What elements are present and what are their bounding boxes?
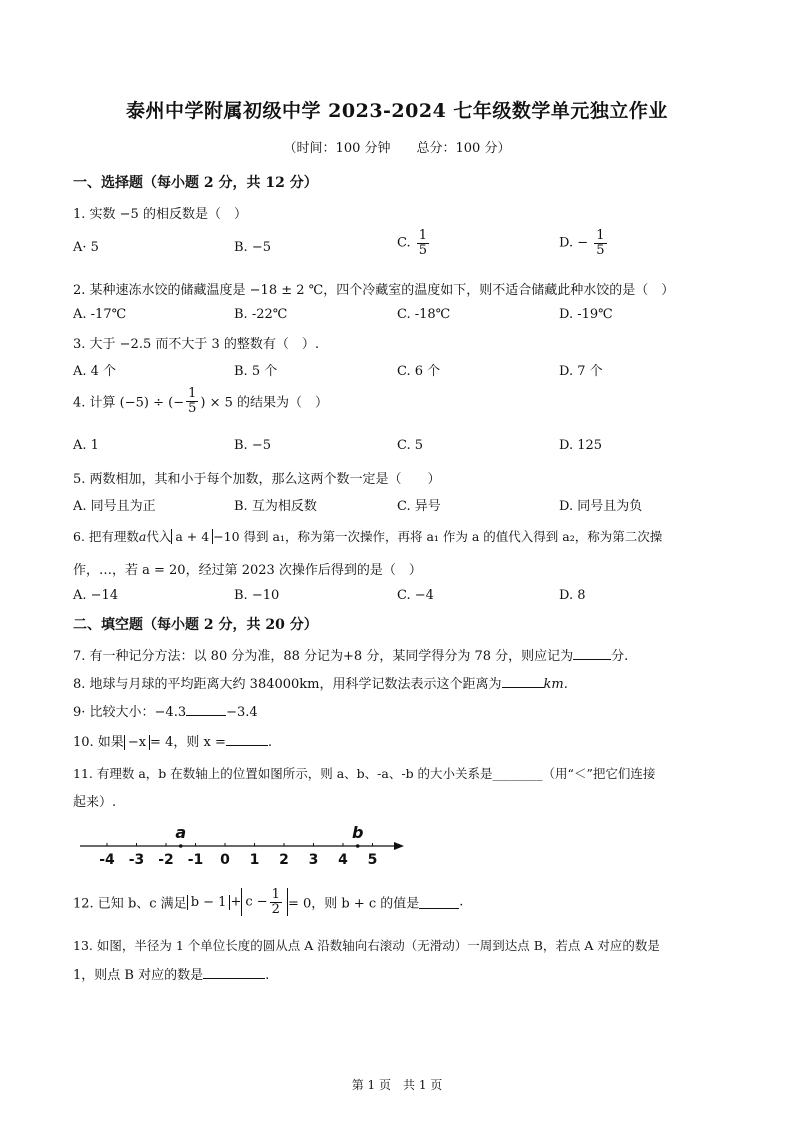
question-1-option-b: B. −5 xyxy=(234,240,271,255)
question-4-stem xyxy=(73,387,328,415)
answer-blank-q10[interactable] xyxy=(226,733,268,746)
point-a-label: a xyxy=(175,823,187,842)
question-5-option-c: C. 异号 xyxy=(397,499,441,514)
question-3-option-a: A. 4 个 xyxy=(73,364,117,379)
q12-text-pre: 12. 已知 b、c 满足 xyxy=(73,896,187,912)
q8-text-pre: 8. 地球与月球的平均距离大约 384000km，用科学记数法表示这个距离为 xyxy=(73,677,502,692)
question-1-option-d xyxy=(559,229,609,257)
page-title: 泰州中学附属初级中学 2023-2024 七年级数学单元独立作业 xyxy=(126,100,668,122)
question-2-option-a: A. -17℃ xyxy=(73,307,127,322)
q9-text-pre: 9· 比较大小：−4.3 xyxy=(73,705,187,720)
q6-var-a: a xyxy=(138,529,147,544)
question-8 xyxy=(73,673,568,692)
question-1-option-a: A· 5 xyxy=(73,240,99,255)
question-3-option-d: D. 7 个 xyxy=(559,364,603,379)
question-4-option-b: B. −5 xyxy=(234,438,271,453)
q10-text-pre: 10. 如果 xyxy=(73,735,124,750)
option-c-label: C. xyxy=(397,235,411,251)
q12-text-post: . xyxy=(459,894,464,910)
question-5-option-b: B. 互为相反数 xyxy=(234,499,317,514)
number-line-tick-label: 3 xyxy=(308,852,319,868)
q9-text-post: −3.4 xyxy=(226,705,258,720)
answer-blank-q12[interactable] xyxy=(419,896,459,909)
answer-blank-q13[interactable] xyxy=(203,966,265,979)
q13-text-post: . xyxy=(265,968,270,983)
question-5-option-d: D. 同号且为负 xyxy=(559,499,643,514)
question-13-line-2 xyxy=(73,964,269,983)
question-4-option-c: C. 5 xyxy=(397,438,424,453)
number-line-ticks xyxy=(99,843,377,868)
q7-text-post: 分. xyxy=(611,649,629,664)
question-3-option-c: C. 6 个 xyxy=(397,364,441,379)
q6-text-2: 代入 xyxy=(146,529,172,544)
answer-blank-q8[interactable] xyxy=(502,675,544,688)
answer-blank-q7[interactable] xyxy=(573,647,611,660)
question-5-option-a: A. 同号且为正 xyxy=(73,499,156,514)
q12-abs2-text: c − xyxy=(245,894,268,910)
question-4-option-d: D. 125 xyxy=(559,438,603,453)
fraction-one-half: $\frac{1}{2}$ xyxy=(271,887,280,917)
question-2-option-b: B. -22℃ xyxy=(234,307,288,322)
question-5-stem: 5. 两数相加，其和小于每个加数，那么这两个数一定是（ ） xyxy=(73,472,441,487)
number-line-points xyxy=(175,823,363,848)
page-footer: 第 1 页 共 1 页 xyxy=(351,1078,443,1092)
question-13-line-1: 13. 如图，半径为 1 个单位长度的圆从点 A 沿数轴向右滚动（无滑动）一周到达点 B，若点 A 对应的数是 xyxy=(73,938,660,953)
number-line-tick-label: -1 xyxy=(187,852,204,868)
question-6-line-2: 作，…，若 a = 20，经过第 2023 次操作后得到的是（ ） xyxy=(73,563,422,578)
number-line-tick-label: 5 xyxy=(367,852,378,868)
question-3-stem: 3. 大于 −2.5 而不大于 3 的整数有（ ）. xyxy=(73,337,320,352)
q12-absolute-value-1: b − 1 xyxy=(187,895,231,910)
point-b-dot xyxy=(356,844,360,848)
question-1-stem: 1. 实数 −5 的相反数是（ ） xyxy=(73,207,247,222)
number-line-arrow-icon xyxy=(394,842,404,850)
q8-text-post: km. xyxy=(543,677,568,692)
number-line-tick-label: -2 xyxy=(158,852,174,868)
question-1-option-c xyxy=(397,229,431,257)
number-line-tick-label: -3 xyxy=(128,852,145,868)
question-6-option-d: D. 8 xyxy=(559,588,586,603)
q12-text-mid: = 0，则 b + c 的值是 xyxy=(287,896,420,912)
number-line-tick-label: 4 xyxy=(338,852,348,868)
section-heading-fill: 二、填空题（每小题 2 分，共 20 分） xyxy=(73,617,318,633)
question-9 xyxy=(73,701,258,720)
q12-plus: + xyxy=(230,894,242,910)
number-line-tick-label: 0 xyxy=(220,852,230,868)
q12-absolute-value-2 xyxy=(241,888,288,916)
question-6-line-1 xyxy=(73,527,662,545)
question-6-option-b: B. −10 xyxy=(234,588,280,603)
section-heading-choice: 一、选择题（每小题 2 分，共 12 分） xyxy=(73,175,318,191)
question-3-option-b: B. 5 个 xyxy=(234,364,278,379)
question-2-option-d: D. -19℃ xyxy=(559,307,613,322)
question-11-line-2: 起来）. xyxy=(73,795,117,810)
question-7 xyxy=(73,645,628,664)
number-line-figure xyxy=(70,818,420,874)
answer-blank-q9[interactable] xyxy=(186,703,226,716)
q6-text-3: −10 得到 a₁，称为第一次操作，再将 a₁ 作为 a 的值代入得到 a₂，称为第二次操 xyxy=(213,529,663,544)
question-10 xyxy=(73,731,272,750)
point-a-dot xyxy=(179,844,183,848)
q6-absolute-value: a + 4 xyxy=(171,529,213,544)
option-d-label: D. − xyxy=(559,235,589,251)
fraction-neg-one-fifth: $\frac{1}{5}$ xyxy=(596,228,605,258)
question-2-stem: 2. 某种速冻水饺的储藏温度是 −18 ± 2 ℃，四个冷藏室的温度如下，则不适合储藏此种水饺的是（ ） xyxy=(73,283,675,298)
page-subtitle: （时间：100 分钟 总分：100 分） xyxy=(283,141,511,156)
number-line-tick-label: 2 xyxy=(279,852,289,868)
question-4-stem-post: ) × 5 的结果为（ ） xyxy=(200,395,329,411)
q7-text-pre: 7. 有一种记分方法：以 80 分为准，88 分记为+8 分，某同学得分为 78 分，则应记为 xyxy=(73,649,574,664)
question-6-option-c: C. −4 xyxy=(397,588,434,603)
number-line-tick-label: 1 xyxy=(249,852,260,868)
point-b-label: b xyxy=(352,823,364,842)
q10-text-post: . xyxy=(267,735,272,750)
q10-absolute-value: −x xyxy=(124,735,150,750)
q13-text-pre: 1，则点 B 对应的数是 xyxy=(73,968,204,983)
question-11-line-1: 11. 有理数 a，b 在数轴上的位置如图所示，则 a、b、-a、-b 的大小关系是________（用“＜”把它们连接 xyxy=(73,766,656,781)
q10-text-mid: = 4，则 x = xyxy=(150,735,226,750)
question-2-option-c: C. -18℃ xyxy=(397,307,451,322)
q6-text-1: 6. 把有理数 xyxy=(73,529,139,544)
number-line-tick-label: -4 xyxy=(99,852,115,868)
question-4-stem-pre: 4. 计算 (−5) ÷ (− xyxy=(73,395,185,411)
question-6-option-a: A. −14 xyxy=(73,588,119,603)
question-12 xyxy=(73,888,463,916)
fraction-one-fifth-q4: $\frac{1}{5}$ xyxy=(188,386,197,416)
question-4-option-a: A. 1 xyxy=(73,438,99,453)
fraction-one-fifth: $\frac{1}{5}$ xyxy=(418,228,428,258)
